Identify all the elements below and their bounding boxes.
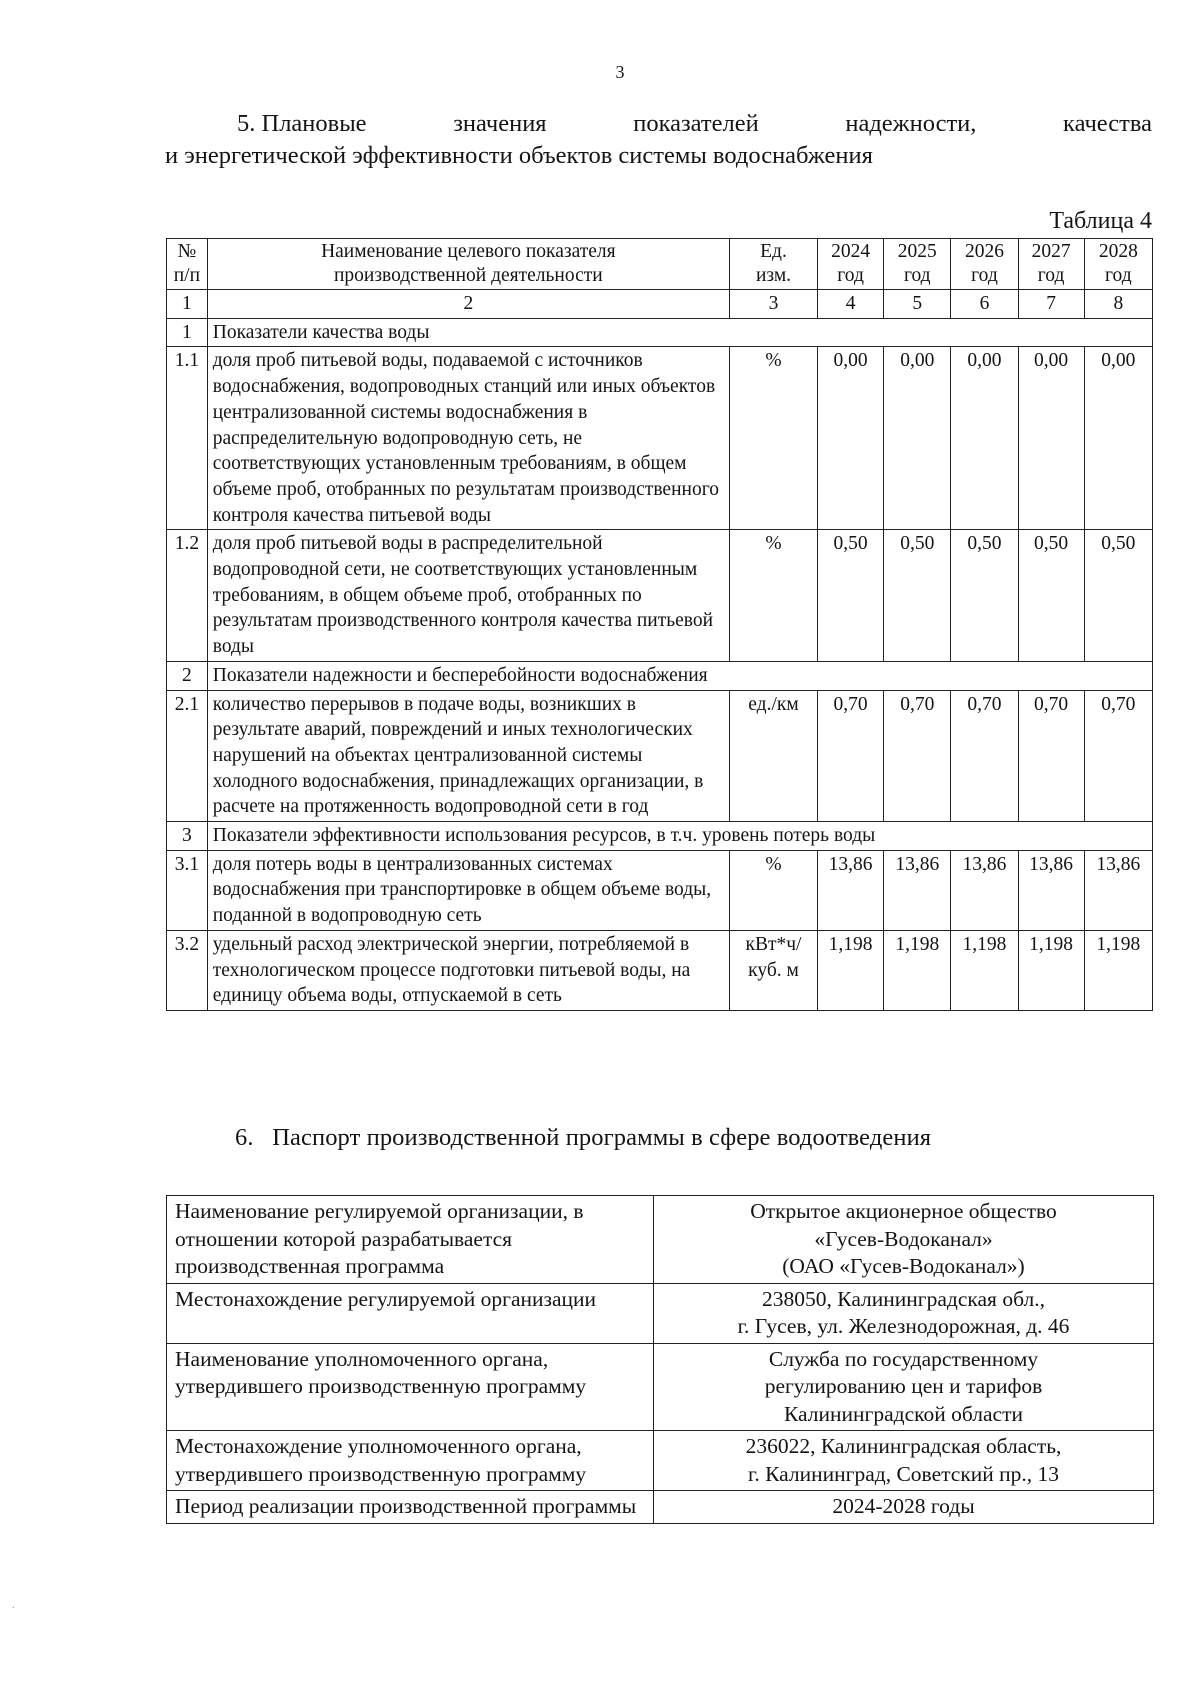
column-number: 8 bbox=[1084, 290, 1152, 319]
value-cell: 1,198 bbox=[818, 930, 884, 1010]
table-4-caption: Таблица 4 bbox=[1049, 208, 1152, 234]
value-cell: 0,00 bbox=[1018, 347, 1084, 530]
value-cell: 0,00 bbox=[1084, 347, 1152, 530]
passport-value: 2024-2028 годы bbox=[654, 1491, 1154, 1524]
passport-label: Наименование уполномоченного органа, утвердившего производственную программу bbox=[167, 1343, 654, 1431]
value-cell: 1,198 bbox=[1018, 930, 1084, 1010]
header-no: № п/п bbox=[167, 239, 208, 290]
value-cell: 1,198 bbox=[884, 930, 951, 1010]
value-cell: 0,70 bbox=[1084, 690, 1152, 822]
title-word: показателей bbox=[633, 110, 759, 137]
page-number: 3 bbox=[615, 62, 625, 82]
header-year: 2026 год bbox=[951, 239, 1018, 290]
passport-label: Местонахождение регулируемой организации bbox=[167, 1283, 654, 1343]
header-year: 2025 год bbox=[884, 239, 951, 290]
value-cell: 0,50 bbox=[1084, 530, 1152, 662]
indicator-name: количество перерывов в подаче воды, возникших в результате аварий, повреждений и иных технологических нарушений на объектах централизованной системы холодного водоснабжения, принадлежащих организации, в расчете на протяженность водопроводной сети в год bbox=[207, 690, 729, 822]
passport-table bbox=[166, 1195, 1154, 1524]
row-number: 3.2 bbox=[167, 930, 208, 1010]
value-cell: 1,198 bbox=[1084, 930, 1152, 1010]
header-unit: Ед. изм. bbox=[729, 239, 817, 290]
value-cell: 0,50 bbox=[951, 530, 1018, 662]
row-number: 1.1 bbox=[167, 347, 208, 530]
unit-cell: % bbox=[729, 347, 817, 530]
column-number: 2 bbox=[207, 290, 729, 319]
section-6-title: 6. Паспорт производственной программы в сфере водоотведения bbox=[235, 1124, 932, 1151]
title-word: качества bbox=[1063, 110, 1152, 137]
row-number: 2 bbox=[167, 661, 208, 690]
header-name: Наименование целевого показателя производственной деятельности bbox=[207, 239, 729, 290]
unit-cell: ед./км bbox=[729, 690, 817, 822]
value-cell: 1,198 bbox=[951, 930, 1018, 1010]
column-number: 5 bbox=[884, 290, 951, 319]
passport-label: Местонахождение уполномоченного органа, утвердившего производственную программу bbox=[167, 1431, 654, 1491]
table-row bbox=[167, 850, 1153, 930]
header-year: 2027 год bbox=[1018, 239, 1084, 290]
passport-row bbox=[167, 1343, 1154, 1431]
section-row bbox=[167, 318, 1153, 347]
row-number: 1.2 bbox=[167, 530, 208, 662]
header-year: 2024 год bbox=[818, 239, 884, 290]
passport-row bbox=[167, 1283, 1154, 1343]
indicator-name: доля потерь воды в централизованных системах водоснабжения при транспортировке в общем объеме воды, поданной в водопроводную сеть bbox=[207, 850, 729, 930]
row-number: 2.1 bbox=[167, 690, 208, 822]
passport-label: Наименование регулируемой организации, в отношении которой разрабатывается производственная программа bbox=[167, 1196, 654, 1284]
section-5-title bbox=[165, 108, 1152, 172]
indicator-name: удельный расход электрической энергии, потребляемой в технологическом процессе подготовки питьевой воды, на единицу объема воды, отпускаемой в сеть bbox=[207, 930, 729, 1010]
row-number: 1 bbox=[167, 318, 208, 347]
section-5-title-line-2: и энергетической эффективности объектов системы водоснабжения bbox=[165, 142, 873, 169]
value-cell: 0,00 bbox=[951, 347, 1018, 530]
title-word: 5. Плановые bbox=[237, 110, 367, 137]
passport-value: Открытое акционерное общество «Гусев-Водоканал» (ОАО «Гусев-Водоканал») bbox=[654, 1196, 1154, 1284]
section-title: Показатели эффективности использования ресурсов, в т.ч. уровень потерь воды bbox=[207, 822, 1152, 851]
column-number: 3 bbox=[729, 290, 817, 319]
section-5-title-line-1 bbox=[165, 108, 1152, 140]
header-year: 2028 год bbox=[1084, 239, 1152, 290]
value-cell: 0,50 bbox=[818, 530, 884, 662]
unit-cell: % bbox=[729, 850, 817, 930]
scan-mark: . bbox=[12, 1600, 15, 1611]
passport-value: 236022, Калининградская область, г. Калининград, Советский пр., 13 bbox=[654, 1431, 1154, 1491]
column-number-row bbox=[167, 290, 1153, 319]
table-4 bbox=[166, 238, 1153, 1011]
passport-row bbox=[167, 1196, 1154, 1284]
section-row bbox=[167, 661, 1153, 690]
column-number: 6 bbox=[951, 290, 1018, 319]
column-number: 7 bbox=[1018, 290, 1084, 319]
table-row bbox=[167, 347, 1153, 530]
passport-row bbox=[167, 1491, 1154, 1524]
passport-value: Служба по государственному регулированию цен и тарифов Калининградской области bbox=[654, 1343, 1154, 1431]
value-cell: 0,00 bbox=[884, 347, 951, 530]
row-number: 3.1 bbox=[167, 850, 208, 930]
value-cell: 13,86 bbox=[951, 850, 1018, 930]
unit-cell: кВт*ч/ куб. м bbox=[729, 930, 817, 1010]
passport-value: 238050, Калининградская обл., г. Гусев, ул. Железнодорожная, д. 46 bbox=[654, 1283, 1154, 1343]
value-cell: 13,86 bbox=[1084, 850, 1152, 930]
value-cell: 0,00 bbox=[818, 347, 884, 530]
section-title: Показатели надежности и бесперебойности водоснабжения bbox=[207, 661, 1152, 690]
title-word: значения bbox=[453, 110, 547, 137]
row-number: 3 bbox=[167, 822, 208, 851]
section-row bbox=[167, 822, 1153, 851]
passport-label: Период реализации производственной программы bbox=[167, 1491, 654, 1524]
value-cell: 13,86 bbox=[1018, 850, 1084, 930]
column-number: 4 bbox=[818, 290, 884, 319]
title-word: надежности, bbox=[845, 110, 977, 137]
value-cell: 0,50 bbox=[1018, 530, 1084, 662]
table-row bbox=[167, 530, 1153, 662]
value-cell: 13,86 bbox=[884, 850, 951, 930]
table-header-row bbox=[167, 239, 1153, 290]
table-row bbox=[167, 930, 1153, 1010]
indicator-name: доля проб питьевой воды, подаваемой с источников водоснабжения, водопроводных станций или иных объектов централизованной системы водоснабжения в распределительную водопроводную сеть, не соответствующих установленным требованиям, в общем объеме проб, отобранных по результатам производственного контроля качества питьевой воды bbox=[207, 347, 729, 530]
indicator-name: доля проб питьевой воды в распределительной водопроводной сети, не соответствующих установленным требованиям, в общем объеме проб, отобранных по результатам производственного контроля качества питьевой воды bbox=[207, 530, 729, 662]
value-cell: 0,70 bbox=[951, 690, 1018, 822]
table-row bbox=[167, 690, 1153, 822]
column-number: 1 bbox=[167, 290, 208, 319]
value-cell: 0,50 bbox=[884, 530, 951, 662]
passport-row bbox=[167, 1431, 1154, 1491]
value-cell: 13,86 bbox=[818, 850, 884, 930]
section-title: Показатели качества воды bbox=[207, 318, 1152, 347]
value-cell: 0,70 bbox=[818, 690, 884, 822]
value-cell: 0,70 bbox=[1018, 690, 1084, 822]
unit-cell: % bbox=[729, 530, 817, 662]
value-cell: 0,70 bbox=[884, 690, 951, 822]
